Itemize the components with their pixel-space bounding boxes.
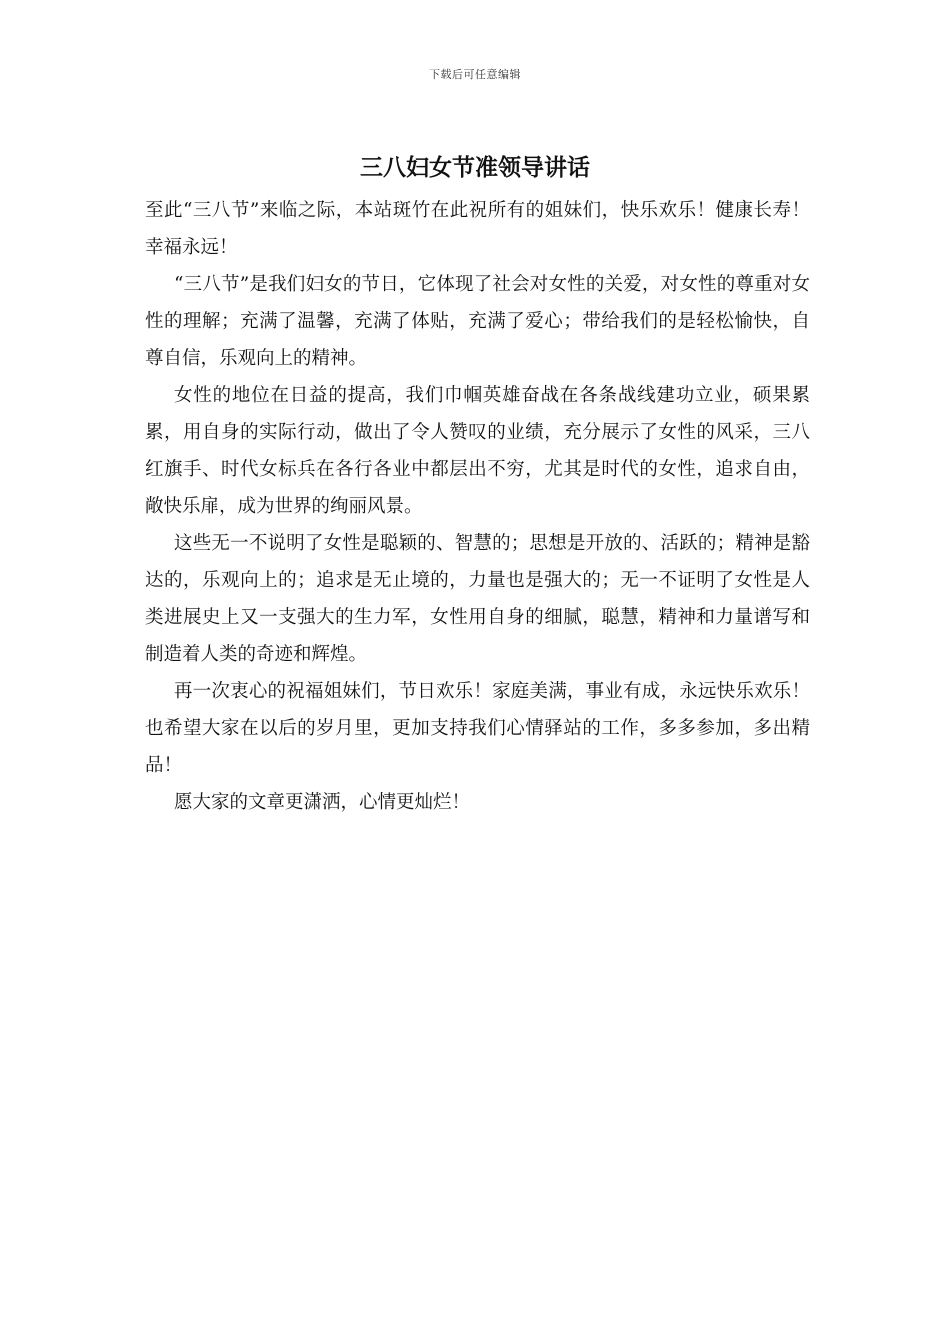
paragraph-greeting: 至此“三八节”来临之际，本站斑竹在此祝所有的姐妹们，快乐欢乐！健康长寿！幸福永远！	[145, 200, 810, 258]
document-body	[145, 192, 810, 821]
paragraph-women-status: 女性的地位在日益的提高，我们巾帼英雄奋战在各条战线建功立业，硕果累累，用自身的实际行动，做出了令人赞叹的业绩，充分展示了女性的风采，三八红旗手、时代女标兵在各行各业中都层出不穷，尤其是时代的女性，追求自由，敞快乐扉，成为世界的绚丽风景。	[145, 385, 810, 517]
paragraph-women-qualities: 这些无一不说明了女性是聪颖的、智慧的；思想是开放的、活跃的；精神是豁达的，乐观向上的；追求是无止境的，力量也是强大的；无一不证明了女性是人类进展史上又一支强大的生力军，女性用自身的细腻，聪慧，精神和力量谱写和制造着人类的奇迹和辉煌。	[145, 533, 810, 665]
header-note: 下载后可任意编辑	[429, 68, 521, 81]
document-title: 三八妇女节准领导讲话	[360, 154, 590, 181]
paragraph-closing: 愿大家的文章更潇洒，心情更灿烂！	[174, 792, 471, 813]
paragraph-blessing: 再一次衷心的祝福姐妹们，节日欢乐！家庭美满，事业有成，永远快乐欢乐！也希望大家在以后的岁月里，更加支持我们心情驿站的工作，多多参加，多出精品！	[145, 681, 810, 776]
paragraph-festival-meaning: “三八节”是我们妇女的节日，它体现了社会对女性的关爱，对女性的尊重对女性的理解；充满了温馨，充满了体贴，充满了爱心；带给我们的是轻松愉快，自尊自信，乐观向上的精神。	[145, 274, 810, 369]
